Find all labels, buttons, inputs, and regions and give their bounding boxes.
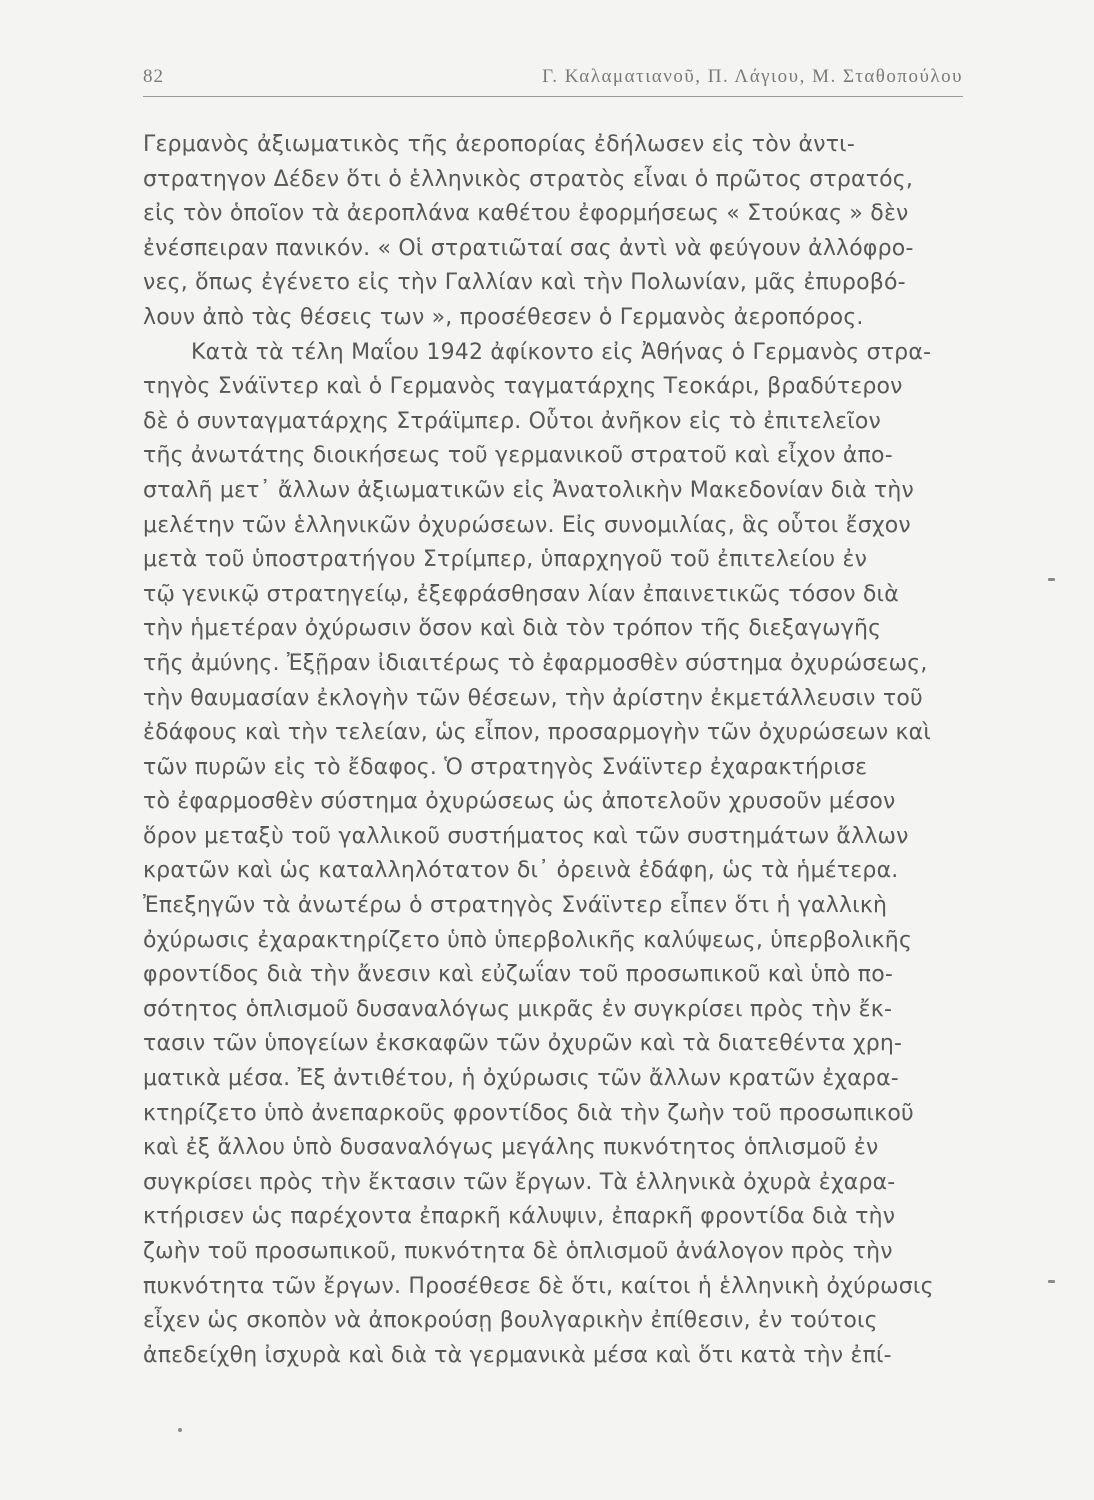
text-line: τῶν πυρῶν εἰς τὸ ἔδαφος. Ὁ στρατηγὸς Σνάϊντερ ἐχαρακτήρισε [143,754,868,780]
running-title: Γ. Καλαματιανοῦ, Π. Λάγιου, Μ. Σταθοπούλου [542,66,963,87]
text-line: ματικὰ μέσα. Ἐξ ἀντιθέτου, ἡ ὀχύρωσις τῶν ἄλλων κρατῶν ἐχαρα- [143,1066,899,1092]
header-rule [143,96,963,97]
text-line: ἐδάφους καὶ τὴν τελείαν, ὡς εἶπον, προσαρμογὴν τῶν ὀχυρώσεων καὶ [143,720,932,746]
text-line: κρατῶν καὶ ὡς καταλληλότατον δι᾽ ὀρεινὰ ἐδάφη, ὡς τὰ ἡμέτερα. [143,858,899,884]
text-line: ἀπεδείχθη ἰσχυρὰ καὶ διὰ τὰ γερμανικὰ μέσα καὶ ὅτι κατὰ τὴν ἐπί- [143,1342,892,1368]
text-line: τῆς ἀνωτάτης διοικήσεως τοῦ γερμανικοῦ στρατοῦ καὶ εἶχον ἀπο- [143,443,893,469]
text-line: μελέτην τῶν ἑλληνικῶν ὀχυρώσεων. Εἰς συνομιλίας, ἃς οὗτοι ἔσχον [143,512,911,538]
text-line: φροντίδος διὰ τὴν ἄνεσιν καὶ εὐζωΐαν τοῦ προσωπικοῦ καὶ ὑπὸ πο- [143,962,893,988]
text-line: ἐνέσπειραν πανικόν. « Οἱ στρατιῶταί σας ἀντὶ νὰ φεύγουν ἀλλόφρο- [143,235,914,261]
text-line: πυκνότητα τῶν ἔργων. Προσέθεσε δὲ ὅτι, καίτοι ἡ ἑλληνικὴ ὀχύρωσις [143,1273,934,1299]
text-line: κτηρίζετο ὑπὸ ἀνεπαρκοῦς φροντίδος διὰ τὴν ζωὴν τοῦ προσωπικοῦ [143,1100,914,1126]
paragraph-start-line: Κατὰ τὰ τέλη Μαΐου 1942 ἀφίκοντο εἰς Ἀθήνας ὁ Γερμανὸς στρα- [191,339,932,365]
text-line: ὀχύρωσις ἐχαρακτηρίζετο ὑπὸ ὑπερβολικῆς καλύψεως, ὑπερβολικῆς [143,927,913,953]
text-line: τὴν θαυμασίαν ἐκλογὴν τῶν θέσεων, τὴν ἀρίστην ἐκμετάλλευσιν τοῦ [143,685,923,711]
margin-mark [1048,578,1055,581]
text-line: Γερμανὸς ἀξιωματικὸς τῆς ἀεροπορίας ἐδήλωσεν εἰς τὸν ἀντι- [143,132,855,157]
text-line: συγκρίσει πρὸς τὴν ἔκτασιν τῶν ἔργων. Τὰ ἑλληνικὰ ὀχυρὰ ἐχαρα- [143,1169,896,1195]
text-line: Ἐπεξηγῶν τὰ ἀνωτέρω ὁ στρατηγὸς Σνάϊντερ εἶπεν ὅτι ἡ γαλλικὴ [143,893,888,919]
text-line: εἶχεν ὡς σκοπὸν νὰ ἀποκρούσῃ βουλγαρικὴν ἐπίθεσιν, ἐν τούτοις [143,1308,878,1334]
scan-speck [178,1428,182,1432]
body-text [143,128,977,1373]
text-line: τηγὸς Σνάϊντερ καὶ ὁ Γερμανὸς ταγματάρχης Τεοκάρι, βραδύτερον [143,374,903,400]
text-line: νες, ὅπως ἐγένετο εἰς τὴν Γαλλίαν καὶ τὴν Πολωνίαν, μᾶς ἐπυροβό- [143,270,906,296]
text-line: μετὰ τοῦ ὑποστρατήγου Στρίμπερ, ὑπαρχηγοῦ τοῦ ἐπιτελείου ἐν [143,547,868,573]
text-line: τασιν τῶν ὑπογείων ἐκσκαφῶν τῶν ὀχυρῶν καὶ τὰ διατεθέντα χρη- [143,1031,903,1057]
page-number: 82 [143,66,164,87]
text-line: σταλῆ μετ᾽ ἄλλων ἀξιωματικῶν εἰς Ἀνατολικὴν Μακεδονίαν διὰ τὴν [143,477,915,503]
running-head [143,66,963,96]
text-line: εἰς τὸν ὁποῖον τὰ ἀεροπλάνα καθέτου ἐφορμήσεως « Στούκας » δὲν [143,201,909,227]
text-line: τὴν ἡμετέραν ὀχύρωσιν ὅσον καὶ διὰ τὸν τρόπον τῆς διεξαγωγῆς [143,616,882,642]
text-line: ὅρον μεταξὺ τοῦ γαλλικοῦ συστήματος καὶ τῶν συστημάτων ἄλλων [143,823,909,849]
text-line: καὶ ἐξ ἄλλου ὑπὸ δυσαναλόγως μεγάλης πυκνότητος ὁπλισμοῦ ἐν [143,1135,879,1161]
text-line: κτήρισεν ὡς παρέχοντα ἐπαρκῆ κάλυψιν, ἐπαρκῆ φροντίδα διὰ τὴν [143,1204,896,1230]
text-line: ζωὴν τοῦ προσωπικοῦ, πυκνότητα δὲ ὁπλισμοῦ ἀνάλογον πρὸς τὴν [143,1239,893,1264]
text-line: δὲ ὁ συνταγματάρχης Στράϊμπερ. Οὗτοι ἀνῆκον εἰς τὸ ἐπιτελεῖον [143,408,882,434]
text-line: σότητος ὁπλισμοῦ δυσαναλόγως μικρᾶς ἐν συγκρίσει πρὸς τὴν ἔκ- [143,996,893,1022]
text-line: τῆς ἀμύνης. Ἐξῇραν ἰδιαιτέρως τὸ ἐφαρμοσθὲν σύστημα ὀχυρώσεως, [143,650,928,676]
text-line: τῷ γενικῷ στρατηγείῳ, ἐξεφράσθησαν λίαν ἐπαινετικῶς τόσον διὰ [143,581,899,607]
text-line: στρατηγον Δέδεν ὅτι ὁ ἑλληνικὸς στρατὸς εἶναι ὁ πρῶτος στρατός, [143,166,914,192]
text-line: λουν ἀπὸ τὰς θέσεις των », προσέθεσεν ὁ Γερμανὸς ἀεροπόρος. [143,304,864,330]
text-line: τὸ ἐφαρμοσθὲν σύστημα ὀχυρώσεως ὡς ἀποτελοῦν χρυσοῦν μέσον [143,789,896,815]
margin-mark [1048,1280,1055,1283]
